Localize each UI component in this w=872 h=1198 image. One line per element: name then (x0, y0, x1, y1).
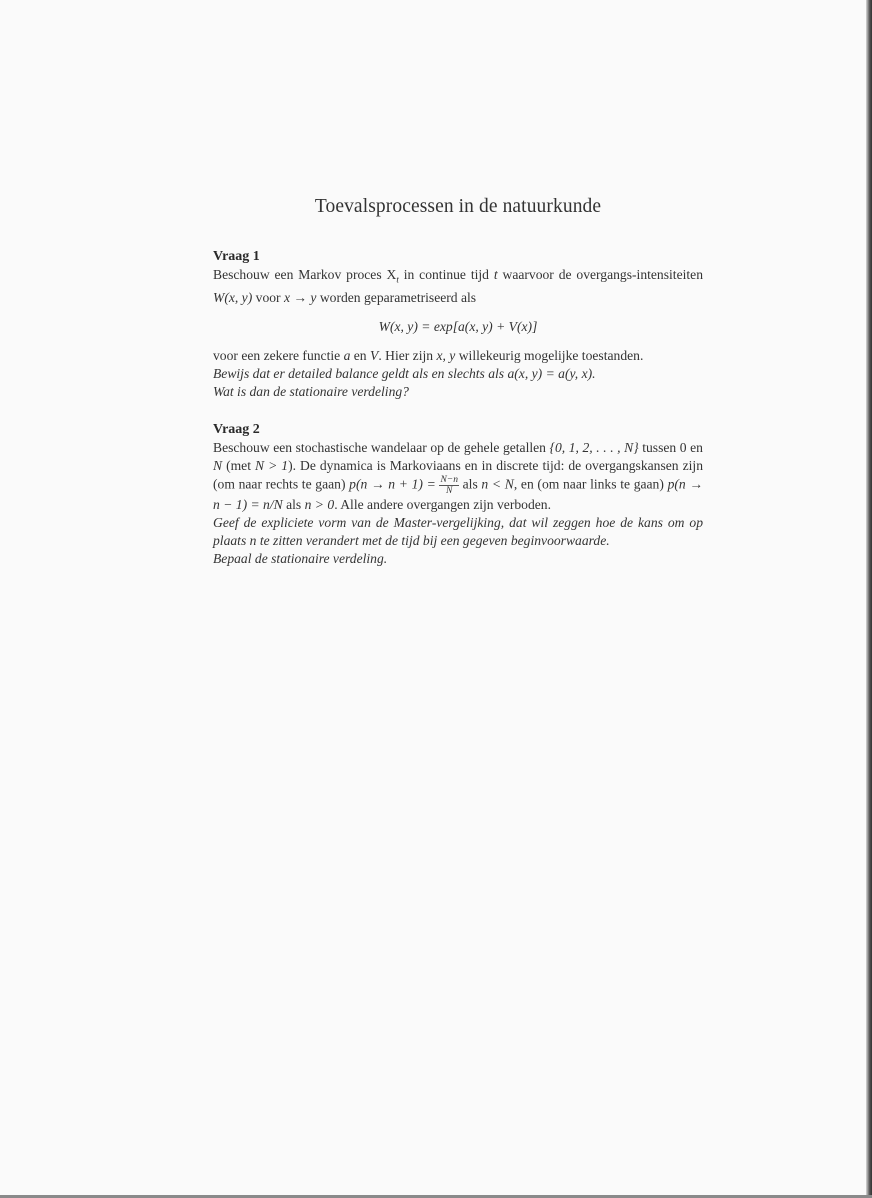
vraag2-math: N (213, 457, 223, 473)
vraag2-heading: Vraag 2 (213, 421, 260, 437)
vraag2-math: p(n → n − 1) = n/N (213, 476, 703, 512)
vraag1-text: waarvoor de overgangs-intensiteiten (497, 267, 703, 282)
vraag1-text: in continue tijd (398, 267, 494, 282)
vraag2-task-2: Bepaal de stationaire verdeling. (213, 550, 388, 566)
vraag2-text: als (282, 496, 305, 512)
vraag1-text: Beschouw een Markov proces X (213, 267, 397, 282)
scan-edge-right (866, 0, 872, 1198)
vraag1-after (213, 347, 703, 365)
vraag1-intro (213, 266, 703, 307)
vraag2-intro (213, 439, 703, 514)
vraag2-task-1: Geef de expliciete vorm van de Master-vergelijking, dat wil zeggen hoe de kans om op plaats n te zitten verandert met de tijd bij een gegeven beginvoorwaarde. (213, 514, 703, 548)
vraag2-text: ). De dynamica is Markoviaans en in discrete tijd: de overgangskansen zijn (om naar rechts te gaan) (213, 457, 703, 492)
fraction-numerator: N−n (440, 474, 458, 485)
vraag1-math: t (493, 267, 498, 282)
fraction-denominator: N (446, 485, 453, 496)
vraag1-math: a (343, 347, 351, 363)
vraag2-math: N > 1 (255, 457, 289, 473)
vraag1-text: voor een zekere functie (213, 347, 344, 363)
vraag2-math: n < N (481, 476, 514, 492)
vraag1-equation: W(x, y) = exp[a(x, y) + V(x)] (378, 318, 538, 334)
vraag1-math: V (370, 347, 379, 363)
vraag1-text: willekeurig mogelijke toestanden. (455, 347, 644, 363)
vraag1-subscript: t (396, 274, 399, 285)
vraag1-math: x, y (436, 347, 456, 363)
vraag1-heading: Vraag 1 (213, 249, 260, 264)
document-body (213, 248, 703, 568)
vraag2-text: , en (om naar links te gaan) (513, 476, 668, 492)
vraag1-text: worden geparametriseerd als (316, 289, 477, 305)
page-title: Toevalsprocessen in de natuurkunde (314, 196, 602, 217)
vraag2-math: n > 0 (304, 496, 335, 512)
vraag2-text: (met (222, 457, 256, 473)
vraag2-text: als (458, 476, 482, 492)
vraag2-text: Beschouw een stochastische wandelaar op de gehele getallen (213, 439, 550, 455)
vraag1-task-2: Wat is dan de stationaire verdeling? (213, 383, 409, 399)
vraag1-text: voor (252, 289, 284, 305)
vraag1-text: . Hier zijn (378, 347, 437, 363)
vraag1-math: W(x, y) (213, 289, 253, 305)
vraag1-math: x → y (283, 289, 317, 305)
vraag2-text: . Alle andere overgangen zijn verboden. (334, 496, 551, 512)
vraag1-task-1: Bewijs dat er detailed balance geldt als en slechts als a(x, y) = a(y, x). (213, 365, 596, 381)
vraag1-text: en (350, 347, 371, 363)
vraag2-text: tussen 0 en (638, 439, 703, 455)
vraag2-fraction (439, 475, 459, 496)
vraag2-math: p(n → n + 1) = (349, 476, 440, 492)
vraag2-math: {0, 1, 2, . . . , N} (549, 439, 639, 455)
